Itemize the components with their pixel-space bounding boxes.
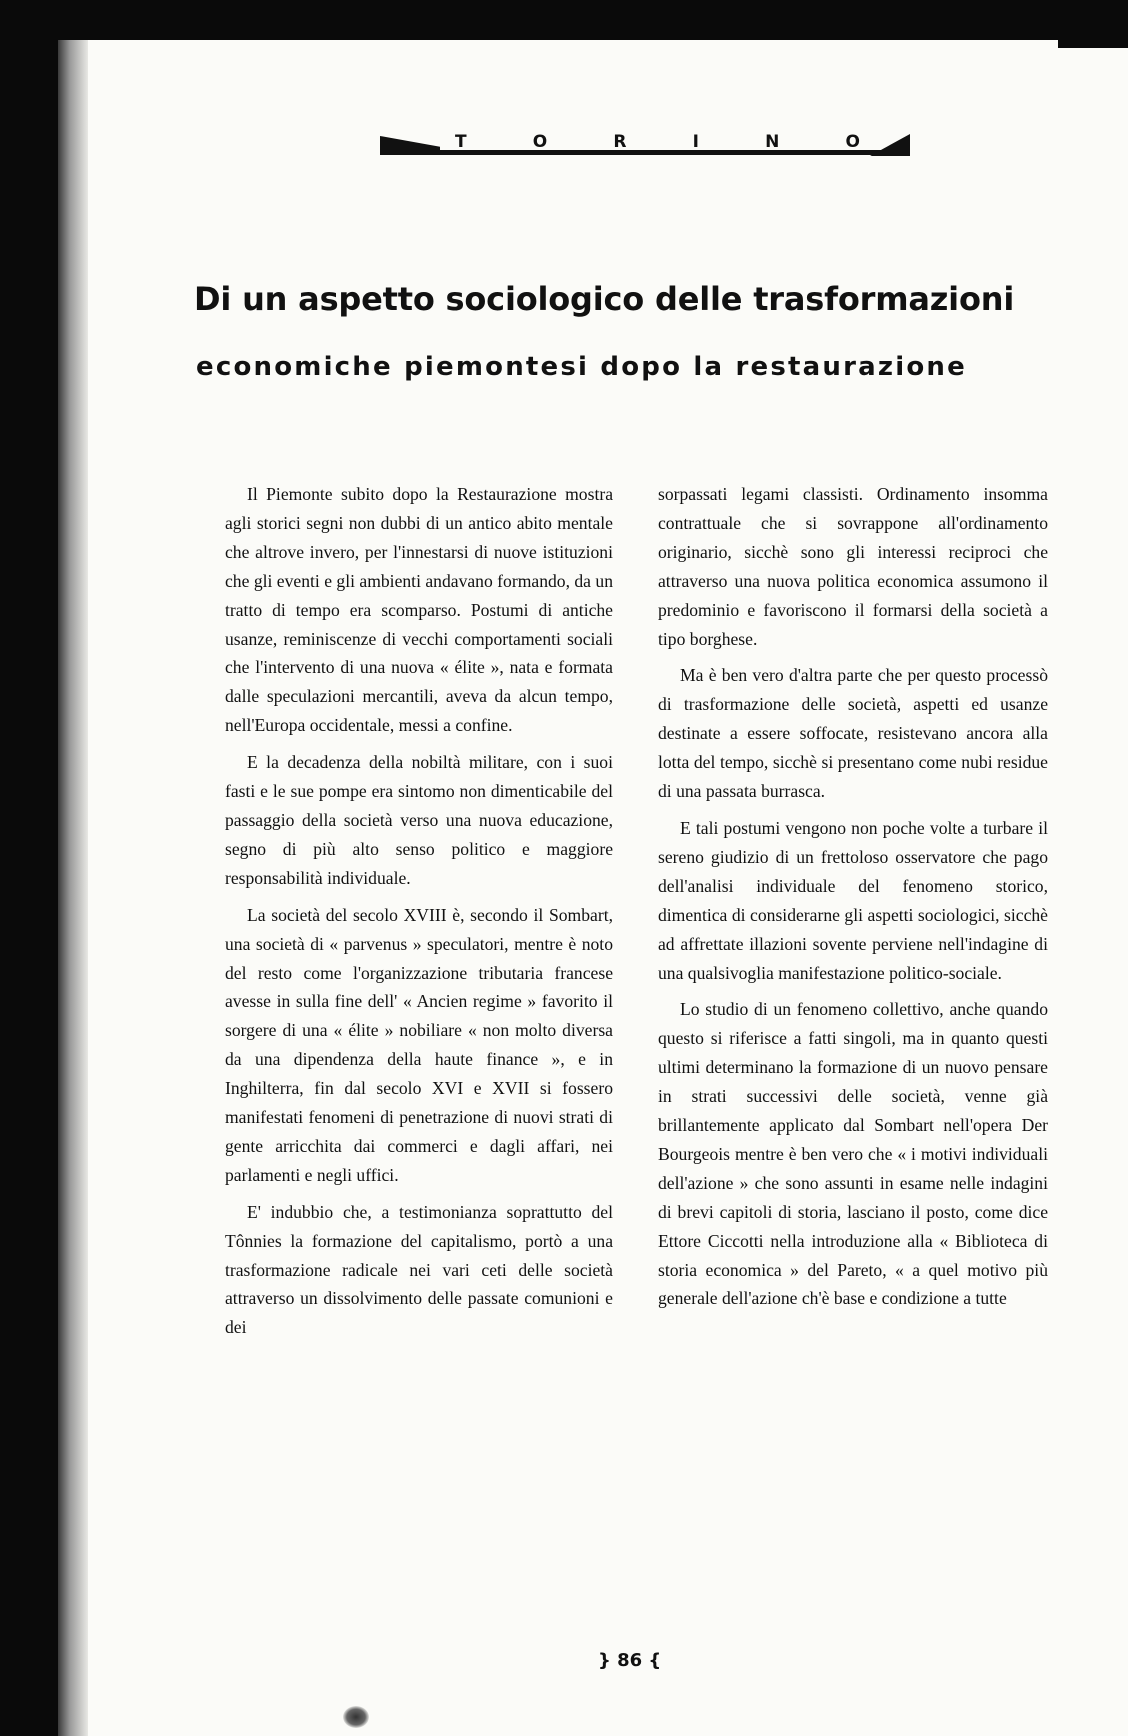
scan-edge bbox=[1058, 40, 1128, 48]
header-letter: I bbox=[692, 132, 699, 152]
header-title bbox=[455, 132, 860, 152]
paragraph: E la decadenza della nobiltà militare, con i suoi fasti e le sue pompe era sintomo non dimenticabile del passaggio della società verso una nuova educazione, segno di più alto senso politico e maggiore responsabilità individuale. bbox=[225, 752, 613, 888]
paragraph: Lo studio di un fenomeno collettivo, anche quando questo si riferisce a fatti singoli, ma in quanto questi ultimi determinano la formazione di un nuovo pensare in strati successivi delle società, venne già brillantemente applicato dal Sombart nell'opera Der Bourgeois mentre è ben vero che « i motivi individuali dell'azione » che sono assunti in esame nelle indagini di brevi capitoli di storia, lasciano il posto, come dice Ettore Ciccotti nella introduzione alla « Biblioteca di storia economica » del Pareto, « a quel motivo più generale dell'azione ch'è base e condizione a tutte bbox=[658, 999, 1048, 1309]
paragraph: E' indubbio che, a testimonianza soprattutto del Tônnies la formazione del capitalismo, portò a una trasformazione radicale nei vari ceti delle società attraverso un dissolvimento delle passate comunioni e dei bbox=[225, 1201, 613, 1338]
article-title: Di un aspetto sociologico delle trasformazioni bbox=[194, 280, 1015, 318]
paragraph: E tali postumi vengono non poche volte a turbare il sereno giudizio di un frettoloso osservatore che pago dell'analisi individuale del fenomeno storico, dimentica di considerarne gli aspetti sociologici, sicchè ad affrettate illazioni sovente perviene nell'indagine di una qualsivoglia manifestazione politico-sociale. bbox=[658, 817, 1048, 983]
ink-smudge bbox=[343, 1706, 369, 1728]
header-letter: T bbox=[455, 132, 467, 152]
left-column bbox=[225, 480, 613, 1342]
header-letter: R bbox=[613, 132, 627, 152]
article-subtitle: economiche piemontesi dopo la restaurazione bbox=[196, 352, 967, 382]
header-letter: N bbox=[765, 132, 780, 152]
header-letter: O bbox=[532, 132, 548, 152]
paragraph: La società del secolo XVIII è, secondo il Sombart, una società di « parvenus » speculatori, mentre è noto del resto come l'organizzazione tributaria francese avesse in sulla fine dell' « Ancien regime » favorito il sorgere di una « élite » nobiliare « non molto diversa da una dipendenza della haute finance », e in Inghilterra, fin dal secolo XVI e XVII si fossero manifestati fenomeni di penetrazione di nuovi strati di gente arricchita dai commerci e dagli affari, nei parlamenti e negli uffici. bbox=[225, 904, 613, 1185]
binding-shadow bbox=[58, 40, 88, 1736]
scanned-page bbox=[58, 40, 1128, 1736]
header-letter: O bbox=[845, 132, 860, 152]
page-number: } 86 { bbox=[598, 1650, 662, 1671]
paragraph: Il Piemonte subito dopo la Restaurazione mostra agli storici segni non dubbi di un antico abito mentale che altrove invero, per l'innestarsi di nuove istituzioni che gli eventi e gli ambienti andavano formando, da un tratto di tempo era scomparso. Postumi di antiche usanze, reminiscenze di vecchi comportamenti sociali che l'intervento di una nuova « élite », nata e formata dalle speculazioni mercantili, aveva da alcun tempo, nell'Europa occidentale, messi a confine. bbox=[225, 484, 613, 736]
right-column bbox=[658, 480, 1048, 1313]
paragraph: Ma è ben vero d'altra parte che per questo processò di trasformazione delle società, aspetti ed usanze destinate a essere soffocate, resistevano ancora alla lotta del tempo, sicchè si presentano come nubi residue di una passata burrasca. bbox=[658, 665, 1048, 802]
running-header bbox=[380, 114, 910, 174]
paragraph: sorpassati legami classisti. Ordinamento insomma contrattuale che si sovrappone all'ordinamento originario, sicchè sono gli interessi reciproci che attraverso una nuova politica economica assumono il predominio e favoriscono il formarsi della società a tipo borghese. bbox=[658, 484, 1048, 649]
